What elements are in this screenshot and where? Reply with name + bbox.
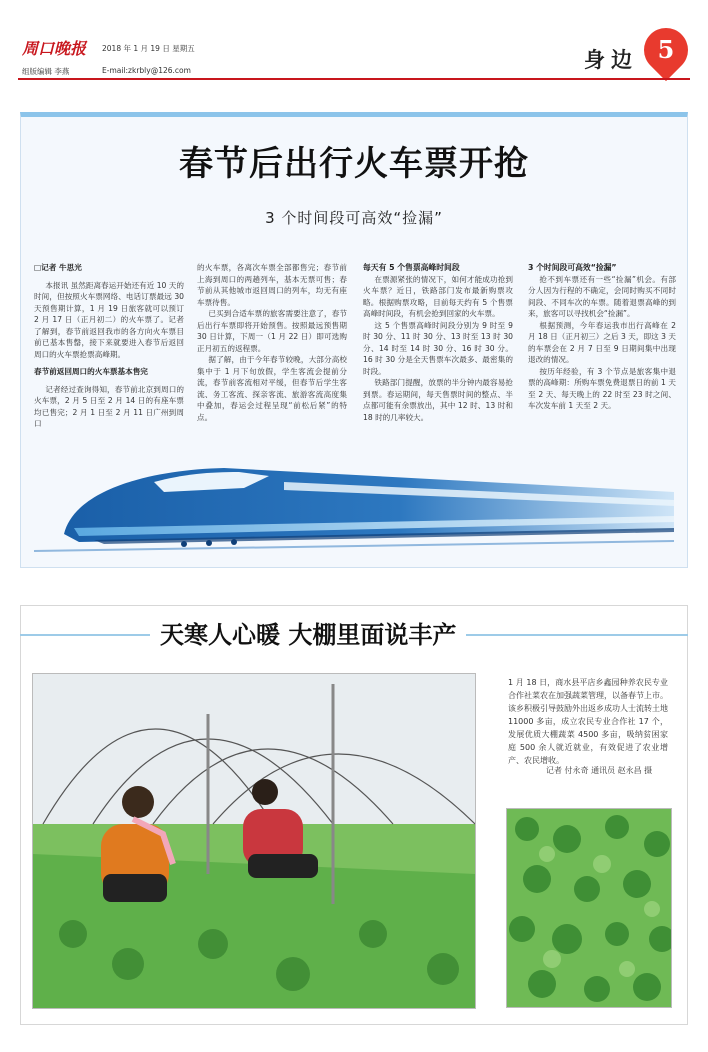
story1-column-1 [34,262,184,447]
story1-col3-paragraph: 这 5 个售票高峰时间段分别为 9 时至 9 时 30 分、11 时 30 分、13 时至 13 时 30 分、14 时至 14 时 30 分、16 时 30 分。16 时 30 分是全天售票车次最多、最密集的时段。 [363,320,513,376]
story1-column-3 [363,262,513,447]
email-line: E-mail:zkrbly@126.com [102,66,191,75]
story1-col3-paragraph: 铁路部门提醒，放票的半分钟内最容易抢到票。春运期间，每天售票时间的整点、半点都可能有余票放出，其中 12 时、13 时和 18 时的几率较大。 [363,378,513,422]
story1-col2-paragraph: 据了解，由于今年春节较晚，大部分高校集中于 1 月下旬放假，学生客流会提前分流，春节前客流相对平缓，但春节后学生客流、务工客流、探亲客流、旅游客流高度集中叠加，春运会过程呈现“前松后紧”的特点。 [197,355,347,422]
story1-col3-subhead: 每天有 5 个售票高峰时间段 [363,263,460,272]
story1-col1-paragraph: 本报讯 虽然距离春运开始还有近 10 天的时间，但按照火车票网络、电话订票最远 30 天预售期计算，1 月 19 日旅客就可以预订 2 月 17 日（正月初二）的火车票了。记者了解到，春节前返回我市的各方向火车票目前已基本售罄，接下来就要进入春节后返回周口的火车票抢票高峰期。 [34,280,184,359]
masthead-logo: 周口晚报 [22,39,87,58]
story1-col4-paragraph: 抢不到车票还有一些“捡漏”机会。有部分人因为行程的不确定，会同时购买不同时间段、不同车次的车票。随着退票高峰的到来，旅客可以寻找机会“捡漏”。 [528,274,676,318]
story2-headline: 天寒人心暖 大棚里面说丰产 [150,615,466,650]
story1-column-2 [197,262,347,447]
story1-col4-paragraph: 根据预测，今年春运我市出行高峰在 2 月 18 日（正月初三）之后 3 天，即这 3 天的车票会在 2 月 7 日至 9 日期间集中出现退改的情况。 [528,320,676,364]
header-rule [18,78,690,80]
story1-col4-paragraph: 按历年经验，有 3 个节点是旅客集中退票的高峰期：所购车票免费退票日的前 1 天至 2 天、每天晚上的 22 时至 23 时之间、车次发车前 1 天至 2 天。 [528,366,676,410]
story1-col2-paragraph: 的火车票，各离次车票全部都售完；春节前上海到周口的两趟列车，基本无票可售；春节前从其他城市返回周口的列车，均无有座车票待售。 [197,263,347,307]
section-name: 身边 [584,47,638,72]
story1-col1-subhead: 春节前返回周口的火车票基本售完 [34,367,148,376]
story1-subheadline: 3 个时间段可高效“捡漏” [265,209,443,227]
date-line: 2018 年 1 月 19 日 星期五 [102,44,195,53]
story1-col1-paragraph: 记者经过查询得知，春节前北京到周口的火车票，2 月 5 日至 2 月 14 日的有座车票均已售完；2 月 1 日至 2 月 11 日广州到周口 [34,384,184,428]
story1-byline: □记者 牛思光 [34,263,82,272]
story2-photo-credit: 记者 付永奇 通讯员 赵永昌 摄 [546,766,653,775]
story1-col4-subhead: 3 个时间段可高效“捡漏” [528,263,617,272]
vegetable-closeup-photo [506,808,672,1008]
story1-col2-paragraph: 已买到合适车票的旅客需要注意了，春节后出行车票即将开始预售。按照最远预售期 30 日计算，下周一（1 月 22 日）即可选购正月初五的返程票。 [197,309,347,353]
greenhouse-photo [32,673,476,1009]
page-number: 5 [657,35,675,64]
story1-column-4 [528,262,676,447]
story1-col3-paragraph: 在票源紧张的情况下，如何才能成功抢到火车票？近日，铁路部门发布最新购票攻略。根据购票攻略，目前每天约有 5 个售票高峰时间段，有机会抢到回家的火车票。 [363,274,513,318]
high-speed-train-illustration [34,452,684,564]
editor-line: 组版编辑 李燕 [22,67,70,76]
story2-caption: 1 月 18 日，商水县平店乡鑫园种养农民专业合作社菜农在加强蔬菜管理，以备春节上市。该乡积极引导鼓励外出返乡成功人士流转土地 11000 多亩，成立农民专业合作社 17 个，发展优质大棚蔬菜 4500 多亩，吸纳贫困家庭 500 余人就近就业，有效促进了农业增产、农民增收。 [508,678,668,765]
story1-headline: 春节后出行火车票开抢 [179,144,529,184]
